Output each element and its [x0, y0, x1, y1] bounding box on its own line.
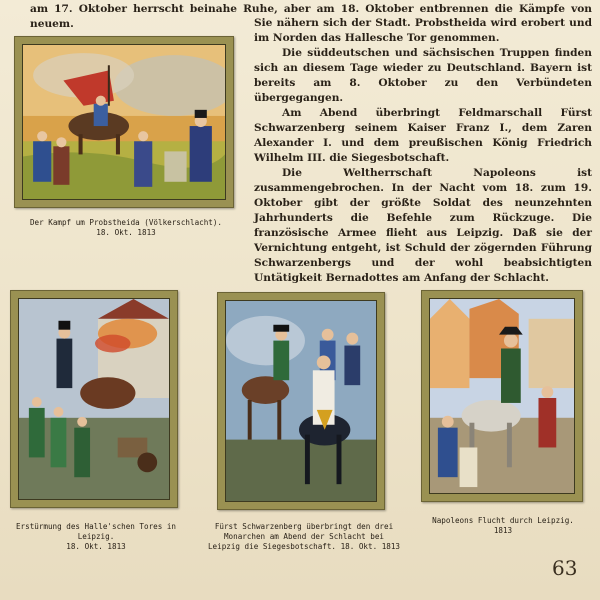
battle-illustration	[226, 301, 376, 501]
battle-illustration	[23, 45, 225, 199]
text-top-line: am 17. Oktober herrscht beinahe Ruhe, aber am 18. Oktober entbrennen die Kämpfe von neuem.	[30, 3, 592, 30]
collector-card-halle-gate	[10, 290, 178, 508]
collector-card-probstheida	[14, 36, 234, 208]
card-caption: Erstürmung des Halle'schen Tores in Leipzig. 18. Okt. 1813	[15, 522, 176, 551]
collector-card-napoleon-flight	[421, 290, 583, 502]
card-caption: Napoleons Flucht durch Leipzig. 1813	[432, 516, 574, 535]
card-illustration	[22, 44, 226, 200]
paragraph: Die Weltherrschaft Napoleons ist zusammengebrochen. In der Nacht vom 18. zum 19. Oktober gibt der größte Soldat des neunzehnten Jahrhunderts die Befehle zum Rückzuge. Die französische Armee flieht aus Leipzig. Daß sie der Vernichtung entgeht, ist Schuld der zögernden Führung Schwarzenbergs und der wohl beabsichtigten Untätigkeit Bernadottes am Anfang der Schlacht.	[254, 167, 592, 284]
card-illustration	[18, 298, 170, 500]
card-illustration	[225, 300, 377, 502]
battle-illustration	[430, 299, 574, 493]
text-column	[254, 16, 592, 286]
paragraph: Am Abend überbringt Feldmarschall Fürst Schwarzenberg seinem Kaiser Franz I., dem Zaren Alexander I. und dem preußischen König Friedrich Wilhelm III. die Siegesbotschaft.	[254, 107, 592, 164]
card-caption: Fürst Schwarzenberg überbringt den drei Monarchen am Abend der Schlacht bei Leipzig die Siegesbotschaft. 18. Okt. 1813	[207, 522, 401, 551]
paragraph: Sie nähern sich der Stadt. Probstheida wird erobert und im Norden das Hallesche Tor genommen.	[254, 17, 592, 44]
card-caption: Der Kampf um Probstheida (Völkerschlacht). 18. Okt. 1813	[29, 218, 223, 237]
card-illustration	[429, 298, 575, 494]
paragraph: Die süddeutschen und sächsischen Truppen finden sich an diesem Tage wieder zu Deutschland. Bayern ist bereits am 8. Oktober zu den Verbündeten übergegangen.	[254, 47, 592, 104]
battle-illustration	[19, 299, 169, 499]
page-number: 63	[552, 556, 578, 580]
collector-card-schwarzenberg	[217, 292, 385, 510]
